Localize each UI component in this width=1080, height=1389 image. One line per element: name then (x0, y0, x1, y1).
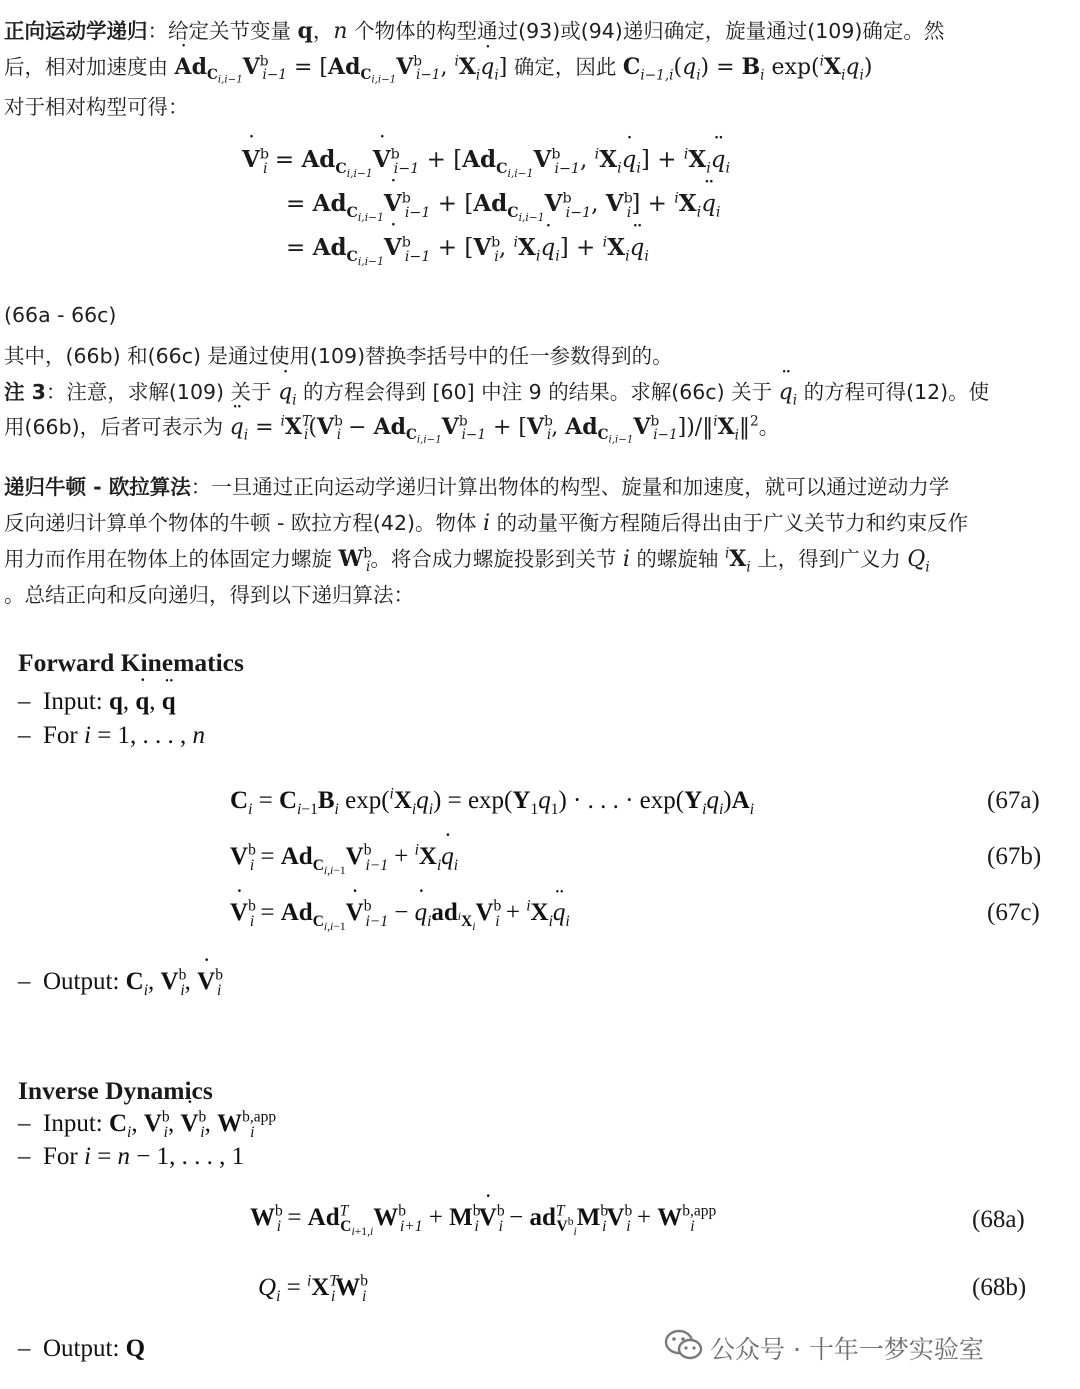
equation-number-67b: (67b) (987, 843, 1042, 870)
para3-line4: 。总结正向和反向递归，得到以下递归算法： (4, 583, 414, 607)
para3-line2: 反向递归计算单个物体的牛顿 - 欧拉方程(42)。物体 i 的动量平衡方程随后得出由于广义关节力和约束反作 (4, 511, 969, 536)
equation-66a: ˙ $V^b_i$ = $Ad_{C_{i,i-1}}˙$ $V^b_{i-1} + [Ad_{C_{i,i-1}}V^b_{i-1}$, $^iX_i˙$ $q_i$] + $^iX_i¨$ $q_i$ (242, 146, 730, 173)
id-output: – Output: Q (18, 1335, 146, 1362)
equation-67c: ˙ $V^b_i$ = $Ad_{C_{i,i-1}}˙$ $V^b_{i-1}$ − ˙ $q_iad_{^iX_i}V^b_i$ + $^iX_i¨$ $q_i$ (230, 899, 570, 927)
id-title: Inverse Dynamics (18, 1076, 213, 1105)
equation-66c: = $Ad_{C_{i,i-1}}˙$ $V^b_{i-1} + [V^b_i$, $^iX_i˙$ $q_i$] + $^iX_i¨$ $q_i$ (286, 234, 649, 261)
note3-line1: 注 3：注意，求解(109) 关于 ˙ $q_i$ 的方程会得到 [60] 中注 9 的结果。求解(66c) 关于 ¨ $q_i$ 的方程可得(12)。使 (4, 375, 989, 405)
para1-line1: 正向运动学递归：给定关节变量 q，n 个物体的构型通过(93)或(94)递归确定，旋量通过(109)确定。然 (4, 18, 945, 44)
equation-66b: = $Ad_{C_{i,i-1}}˙$ $V^b_{i-1} + [Ad_{C_{i,i-1}}V^b_{i-1}$, $V^b_i$] + $^iX_i¨$ $q_i$ (286, 190, 720, 217)
para3-line3: 用力而作用在物体上的体固定力螺旋 $W^b_i$。将合成力螺旋投影到关节 i 的螺旋轴 $^iX_i$ 上，得到广义力 $Q_i$ (4, 545, 930, 576)
heading-newton-euler: 递归牛顿 - 欧拉算法 (4, 475, 191, 499)
watermark-text: 公众号 · 十年一梦实验室 (710, 1335, 984, 1364)
fk-input: – Input: q, ˙ q, ¨ q (18, 688, 176, 716)
id-input: – Input: $C_i$, $V^b_i$, ˙ $V^b_i$, $W^{b,app}_i$ (18, 1110, 254, 1138)
id-for: – For i = n − 1, . . . , 1 (18, 1143, 245, 1170)
equation-68b: $Q_i = ^iX^T_iW^b_i$ (258, 1272, 369, 1305)
equation-68a: $W^b_i = Ad^T_{C_{i+1,i}}W^b_{i+1}$ + $M^b_i˙$ $V^b_i - ad^T_{V^b_i}M^b_iV^b_i + W^{b,app}_i$ (250, 1204, 695, 1232)
equation-number-68a: (68a) (972, 1206, 1025, 1233)
para1-line3: 对于相对构型可得： (4, 95, 189, 119)
fk-title: Forward Kinematics (18, 648, 244, 677)
fk-for: – For i = 1, . . . , n (18, 722, 206, 749)
para1-line2: 后，相对加速度由 ˙ $Ad_{C_{i,i-1}}V^b_{i-1} = [Ad_{C_{i,i-1}}V^b_{i-1}$, $^iX_i˙$ $q_i$] 确定，因此 $C_{i-1,i}(q_i) = B_i$ $\exp(^iX_iq_i)$ (4, 50, 872, 81)
wechat-icon (664, 1328, 704, 1366)
fk-output: – Output: $C_i$, $V^b_i$, ˙ $V^b_i$ (18, 968, 221, 996)
para2: 其中，(66b) 和(66c) 是通过使用(109)替换李括号中的任一参数得到的。 (4, 344, 673, 368)
equation-number-67c: (67c) (987, 899, 1040, 926)
heading-forward-kinematics-recursion: 正向运动学递归 (4, 19, 148, 43)
para3-line1: 递归牛顿 - 欧拉算法：一旦通过正向运动学递归计算出物体的构型、旋量和加速度，就可以通过逆动力学 (4, 475, 950, 499)
equation-67a: $C_i = C_{i-1}B_i$ $\exp(^iX_iq_i) = \exp(Y_1q_1)$ · . . . · $\exp(Y_iq_i)A_i$ (230, 785, 754, 818)
equation-number-68b: (68b) (972, 1274, 1027, 1301)
equation-67b: $V^b_i = Ad_{C_{i,i-1}}V^b_{i-1}$ + $^iX_i˙$ $q_i$ (230, 843, 458, 871)
note3-line2: 用(66b)，后者可表示为 ¨ $q_i = ^iX^T_i(V^b_i - Ad_{C_{i,i-1}}V^b_{i-1} + [V^b_i$, $Ad_{C_{i,i-1}}V^b_{i-1}])/‖^iX_i‖^2$。 (4, 410, 779, 441)
equation-label-66: (66a - 66c) (4, 303, 117, 327)
equation-number-67a: (67a) (987, 787, 1040, 814)
